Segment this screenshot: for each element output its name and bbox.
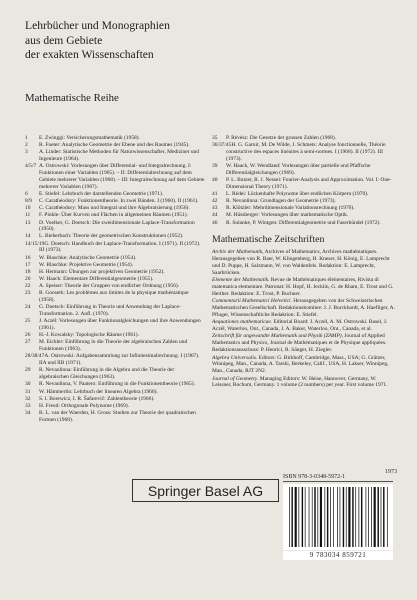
barcode-bar: [352, 487, 353, 547]
barcode-bar: [340, 487, 341, 547]
book-number: 39: [212, 162, 218, 169]
book-entry: [212, 142, 397, 163]
book-number: 32: [25, 395, 31, 402]
book-entry: [212, 135, 397, 142]
book-number: 44: [212, 212, 218, 219]
book-entry: [25, 410, 205, 424]
header-line-2: aus dem Gebiete: [25, 33, 103, 47]
header-line-1: Lehrbücher und Monographien: [25, 19, 170, 32]
book-number: 25: [25, 318, 31, 325]
barcode-number: 9 783034 859721: [283, 551, 393, 560]
journal-description: Editorial Board: J. Aczél, A. M. Ostrowski. Basel, J. Aczél, Waterloo, Ont., Canada, J. A. Baker, Waterloo, Ont., Canada, et al.: [212, 319, 388, 333]
journal-name: Elemente der Mathematik.: [212, 277, 270, 284]
barcode-bar: [298, 487, 299, 547]
book-entry: [25, 276, 205, 283]
barcode-bar: [361, 487, 362, 547]
book-title: C. Carathéodory: Funktionentheorie. In zwei Bänden. I (1960). II (1961).: [39, 198, 199, 205]
book-number: 41: [212, 190, 218, 197]
book-title: A. Ostrowski: Aufgabensammlung zur Infinitesimalrechnung. I (1967). IIA und IIB (1971).: [39, 353, 200, 367]
book-title: H. G. Garnir, M. De Wilde, J. Schmets: Analyse fonctionnelle, Théorie constructive des espaces linéaires à semi-normes. I (1968). II (1972). III (1973).: [226, 142, 386, 162]
journal-description: Journal of Applied Mathematics and Physics, Journal de Mathématiques et de Physique appliquées. Redaktionsausschuss: P. Henrici, R. Sänger, H. Ziegler.: [212, 333, 387, 354]
year-label: 1973: [385, 469, 397, 475]
book-number: 3: [25, 149, 28, 156]
barcode-bar: [374, 487, 376, 547]
barcode-bar: [383, 487, 384, 547]
book-number: 46: [212, 219, 218, 226]
book-number: 14: [25, 233, 31, 240]
book-entry: [25, 198, 205, 205]
book-entry: [25, 318, 205, 332]
book-number: 11: [25, 212, 31, 219]
barcode-bar: [348, 487, 350, 547]
journal-name: Commentarii Mathematici Helvetici.: [212, 298, 292, 305]
book-entry: [212, 163, 397, 177]
book-entry: [25, 353, 205, 367]
book-number: 28/38/47: [25, 353, 45, 360]
book-title: W. Hämmerlin: Lehrbuch der linearen Algebra (1966).: [39, 388, 158, 395]
book-title: G. Doetsch: Handbuch der Laplace-Transformation. I (1971). II (1972). III (1973).: [39, 240, 201, 254]
barcode-bar: [317, 487, 318, 547]
book-title: C. Carathéodory: Mass und Integral und ihre Algebraisierung (1956).: [39, 205, 190, 212]
barcode-bar: [330, 487, 331, 547]
series-title: Mathematische Reihe: [25, 92, 119, 104]
book-number: 18: [25, 268, 31, 275]
book-entry: [25, 233, 205, 240]
book-title: W. Blaschke: Analytische Geometrie (1954).: [39, 254, 137, 261]
book-title: H.-J. Kowalsky: Topologische Räume (1961).: [39, 332, 139, 339]
barcode: [283, 484, 393, 550]
journal-description: Revue de Mathématiques élémentaires, Rivista di matematica elementare. Patronat: H. Hopf, H. Jecklin, G. de Rham, E. Trost und G. Herther. Redaktion: E. Trost, P. Buchner.: [212, 277, 394, 297]
book-number: 24: [25, 304, 31, 311]
book-entry: [212, 191, 397, 198]
book-title: R. Sulanke, P. Wintgen: Differentialgeometrie und Faserbündel (1972).: [226, 219, 381, 226]
book-entry: [25, 269, 205, 276]
barcode-bar: [302, 487, 303, 547]
book-number: 16: [25, 254, 31, 261]
barcode-bar: [371, 487, 372, 547]
barcode-bar: [337, 487, 338, 547]
header-line-3: der exakten Wissenschaften: [25, 48, 154, 61]
book-list-left: [25, 135, 205, 424]
book-title: A. Ostrowski: Vorlesungen über Differential- und Integralrechnung. I: Funktionen einer Variablen (1965). – II: Differentialrechnung auf dem Gebiete mehrerer Variablen (1968). – III: Integralrechnung auf dem Gebiete mehrerer Variablen (1967).: [39, 163, 205, 190]
barcode-bar: [305, 487, 306, 547]
book-title: A. Speiser: Theorie der Gruppen von endlicher Ordnung (1956).: [39, 283, 180, 290]
book-title: M. Eichler: Einführung in die Theorie der algebraischen Zahlen und Funktionen (1963).: [39, 339, 188, 353]
book-number: 13: [25, 219, 31, 226]
book-number: 29: [25, 367, 31, 374]
book-entry: [25, 241, 205, 255]
book-entry: [212, 220, 397, 227]
journal-name: Aequationes mathematicae.: [212, 319, 273, 326]
barcode-bar: [366, 487, 367, 547]
book-title: R. Fueter: Analytische Geometrie der Ebene und des Raumes (1945).: [39, 142, 190, 149]
barcode-bar: [387, 487, 388, 547]
book-entry: [212, 205, 397, 212]
right-column: [212, 135, 397, 390]
book-number: 35: [212, 135, 218, 141]
book-entry: [25, 255, 205, 262]
book-number: 40: [212, 176, 218, 183]
barcode-bar: [381, 487, 382, 547]
book-entry: [25, 191, 205, 198]
journal-name: Algebra Universalis.: [212, 354, 258, 361]
book-title: L. Bieberbach: Theorie der geometrischen Konstruktionen (1952).: [39, 233, 184, 240]
book-number: 22: [25, 283, 31, 290]
book-entry: [25, 142, 205, 149]
journal-entry: [212, 355, 397, 376]
book-number: 27: [25, 339, 31, 346]
book-title: R. Klötzler: Mehrdimensionale Variationsrechnung (1970).: [226, 205, 355, 212]
book-number: 4/5/7: [25, 163, 37, 170]
barcode-bar: [327, 487, 328, 547]
journal-name: Archiv der Mathematik,: [212, 249, 264, 256]
book-number: 23: [25, 290, 31, 297]
book-title: W. Blaschke: Projektive Geometrie (1954).: [39, 261, 134, 268]
journals-list: [212, 249, 397, 389]
book-title: W. Haack: Elementare Differentialgeometrie (1955).: [39, 276, 154, 283]
journal-description: Archives of Mathematics, Archives mathématiques. Herausgegeben von R. Baer, W. Klingenberg, H. Kneser, H. König, E. Lamprecht und D. Puppe, H. Salzmann, W. von Waldenfels. Redaktion: E. Lamprecht, Saarbrücken.: [212, 249, 390, 276]
book-title: W. Haack, W. Wendland: Vorlesungen über partielle und Pfaffsche Differentialgleichungen (1969).: [226, 162, 371, 176]
barcode-bar: [295, 487, 297, 547]
barcode-bar: [309, 487, 310, 547]
book-title: A. Linder: Statistische Methoden für Naturwissenschafter, Mediziner und Ingenieure (1964).: [39, 149, 199, 163]
book-entry: [212, 212, 397, 219]
book-title: B. L. van der Waerden, H. Gross: Studien zur Theorie der quadratischen Formen (1968).: [39, 409, 196, 423]
book-number: 34: [25, 409, 31, 416]
barcode-bar: [346, 487, 347, 547]
journal-entry: [212, 319, 397, 333]
barcode-bar: [314, 487, 315, 547]
book-title: S. I. Borewicz, I. R. Šafarevič: Zahlentheorie (1966).: [39, 395, 155, 402]
book-title: R. Gonseth: Les problèmes aux limites de la physique mathématique (1958).: [39, 290, 189, 304]
isbn-rule: [283, 481, 393, 482]
barcode-bar: [320, 487, 322, 547]
journal-entry: [212, 277, 397, 298]
book-title: D. Voelker, G. Doetsch: Die zweidimensionale Laplace-Transformation (1950).: [39, 219, 195, 233]
book-list-right: [212, 135, 397, 226]
publisher-logo: Springer Basel AG: [132, 479, 279, 502]
book-number: 2: [25, 142, 28, 149]
book-entry: [25, 135, 205, 142]
book-entry: [25, 339, 205, 353]
journal-entry: [212, 298, 397, 319]
book-number: 31: [25, 388, 31, 395]
book-entry: [212, 177, 397, 191]
journal-entry: [212, 376, 397, 390]
barcode-bar: [343, 487, 344, 547]
series-header: [25, 19, 170, 63]
book-number: 1: [25, 135, 28, 141]
journal-description: Managing Editors: W. Heise, Hannover, Germany, W. Leissner, Bochum, Germany. 1 volume (2 numbers) per year. First volume 1971.: [212, 375, 388, 389]
book-entry: [25, 389, 205, 396]
book-title: H. Freud: Orthogonale Polynome (1969).: [39, 402, 130, 409]
journal-entry: [212, 249, 397, 276]
book-entry: [25, 212, 205, 219]
book-title: R. Nevanlinna: Einführung in die Algebra und die Theorie der algebraischen Gleichungen (1963).: [39, 367, 175, 381]
book-entry: [25, 396, 205, 403]
book-entry: [25, 290, 205, 304]
book-entry: [25, 220, 205, 234]
book-number: 8/9: [25, 198, 32, 205]
journal-entry: [212, 333, 397, 354]
barcode-bar: [359, 487, 360, 547]
book-entry: [25, 367, 205, 381]
book-title: H. Hermann: Übungen zur projektiven Geometrie (1952).: [39, 268, 165, 275]
barcode-bar: [368, 487, 369, 547]
book-title: L. Rédei: Lückenhafte Polynome über endlichen Körpern (1970).: [226, 190, 369, 197]
book-number: 26: [25, 332, 31, 339]
barcode-bar: [289, 487, 290, 547]
book-title: M. Hüssberger: Vorlesungen über mathematische Optik.: [226, 212, 349, 219]
book-number: 43: [212, 205, 218, 212]
book-title: F. Pinkle: Über Kurven und Flächen in allgemeinen Räumen (1951).: [39, 212, 188, 219]
book-entry: [25, 403, 205, 410]
book-entry: [25, 381, 205, 388]
barcode-bar: [312, 487, 313, 547]
book-number: 20: [25, 276, 31, 283]
book-number: 36/37/45: [212, 142, 232, 149]
book-number: 14/15/19: [25, 240, 45, 247]
journal-description: Editors: G. Birkhoff, Cambridge, Mass., USA; G. Grätzer, Winnipeg, Man., Canada, A. Tarski, Berkeley, Calif., USA, H. Lakser, Winnipeg, Man., Canada, RJT 2N2.: [212, 354, 389, 375]
book-title: R. Nevanlinna, V. Paatero: Einführung in die Funktionentheorie (1965).: [39, 381, 195, 388]
isbn-text: ISBN 978-3-0348-5972-1: [283, 474, 346, 480]
barcode-bar: [377, 487, 378, 547]
book-number: 6: [25, 190, 28, 197]
book-entry: [25, 149, 205, 163]
book-title: G. Doetsch: Einführung in Theorie und Anwendung der Laplace-Transformation. 2. Aufl. (1970).: [39, 304, 181, 318]
book-entry: [25, 304, 205, 318]
book-entry: [25, 163, 205, 190]
book-entry: [25, 283, 205, 290]
book-number: 30: [25, 381, 31, 388]
book-entry: [25, 262, 205, 269]
book-title: E. Zwinggi: Versicherungsmathematik (1958).: [39, 135, 140, 141]
barcode-bar: [324, 487, 325, 547]
journal-description: Herausgegeben von der Schweizerischen Mathematischen Gesellschaft. Redaktionskomitee: J. J. Burckhardt, A. Haefliger, A. Pfluger, Wissenschaftliche Redaktion: E. Stiefel.: [212, 298, 395, 318]
book-number: 33: [25, 402, 31, 409]
barcode-bar: [355, 487, 356, 547]
journal-name: Journal of Geometry.: [212, 375, 259, 382]
barcode-bar: [333, 487, 334, 547]
book-number: 42: [212, 198, 218, 205]
barcode-bar: [291, 487, 292, 547]
book-number: 17: [25, 261, 31, 268]
journals-title: Mathematische Zeitschriften: [212, 234, 325, 246]
book-title: P. L. Butzer, R. J. Nessel: Fourier-Analysis and Approximation. Vol. I: One-Dimensional Theory (1971).: [226, 176, 392, 190]
journal-name: Zeitschrift für angewandte Mathematik und Physik (ZAMP),: [212, 333, 343, 340]
book-number: 10: [25, 205, 31, 212]
book-title: R. Nevanlinna: Grundlagen der Geometrie (1973).: [226, 198, 336, 205]
book-title: P. Révész: Die Gesetze der grossen Zahlen (1968).: [226, 135, 337, 141]
book-title: J. Aczél: Vorlesungen über Funktionalgleichungen und ihre Anwendungen (1961).: [39, 318, 201, 332]
book-title: E. Stiefel: Lehrbuch der darstellenden Geometrie (1971).: [39, 190, 164, 197]
book-entry: [212, 198, 397, 205]
